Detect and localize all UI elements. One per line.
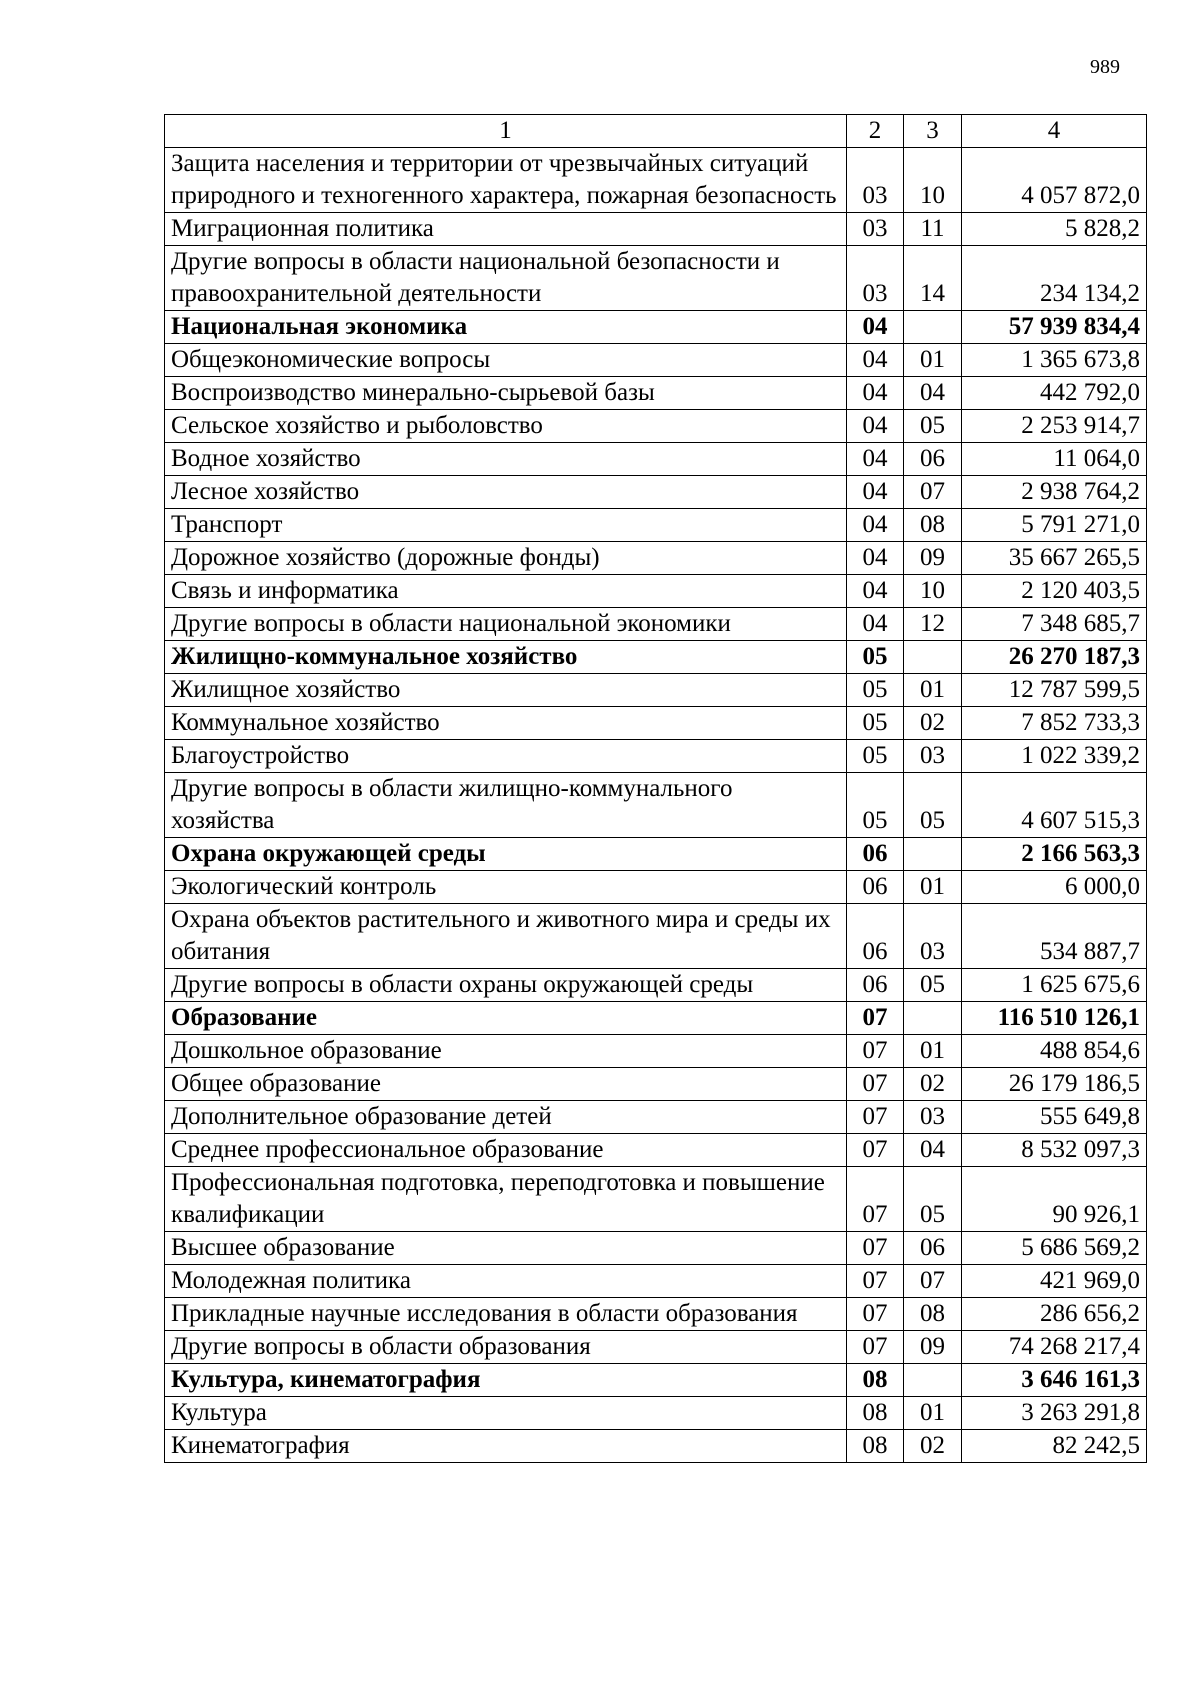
row-section-cell: 04	[847, 410, 904, 443]
row-subsection-cell: 08	[904, 509, 962, 542]
row-amount-cell: 82 242,5	[962, 1430, 1147, 1463]
header-col-1: 1	[165, 115, 847, 148]
table-row	[165, 838, 1147, 871]
row-amount-cell: 116 510 126,1	[962, 1002, 1147, 1035]
row-subsection-cell: 03	[904, 740, 962, 773]
row-section-cell: 07	[847, 1002, 904, 1035]
header-col-4: 4	[962, 115, 1147, 148]
row-amount-cell: 4 607 515,3	[962, 773, 1147, 838]
table-row	[165, 904, 1147, 969]
row-amount-cell: 7 348 685,7	[962, 608, 1147, 641]
table-row	[165, 509, 1147, 542]
row-subsection-cell: 06	[904, 443, 962, 476]
table-row	[165, 1331, 1147, 1364]
table-row	[165, 1298, 1147, 1331]
row-name-cell: Дошкольное образование	[165, 1035, 847, 1068]
row-amount-cell: 234 134,2	[962, 246, 1147, 311]
row-section-cell: 05	[847, 674, 904, 707]
row-amount-cell: 1 625 675,6	[962, 969, 1147, 1002]
table-row	[165, 1232, 1147, 1265]
table-row	[165, 1265, 1147, 1298]
row-name-cell: Другие вопросы в области жилищно-коммунального хозяйства	[165, 773, 847, 838]
row-amount-cell: 421 969,0	[962, 1265, 1147, 1298]
row-name-cell: Защита населения и территории от чрезвычайных ситуаций природного и техногенного характера, пожарная безопасность	[165, 148, 847, 213]
row-section-cell: 06	[847, 838, 904, 871]
row-subsection-cell	[904, 641, 962, 674]
row-name-cell: Коммунальное хозяйство	[165, 707, 847, 740]
row-amount-cell: 2 166 563,3	[962, 838, 1147, 871]
table-row	[165, 148, 1147, 213]
table-row	[165, 542, 1147, 575]
row-subsection-cell: 01	[904, 1397, 962, 1430]
table-row	[165, 1430, 1147, 1463]
row-subsection-cell: 01	[904, 871, 962, 904]
row-name-cell: Миграционная политика	[165, 213, 847, 246]
row-subsection-cell: 02	[904, 707, 962, 740]
table-row	[165, 1035, 1147, 1068]
table-row	[165, 871, 1147, 904]
row-amount-cell: 1 022 339,2	[962, 740, 1147, 773]
row-amount-cell: 11 064,0	[962, 443, 1147, 476]
row-amount-cell: 5 791 271,0	[962, 509, 1147, 542]
row-subsection-cell: 07	[904, 476, 962, 509]
row-amount-cell: 7 852 733,3	[962, 707, 1147, 740]
row-subsection-cell: 02	[904, 1430, 962, 1463]
row-section-cell: 03	[847, 213, 904, 246]
row-name-cell: Общеэкономические вопросы	[165, 344, 847, 377]
row-name-cell: Экологический контроль	[165, 871, 847, 904]
table-row	[165, 674, 1147, 707]
row-amount-cell: 555 649,8	[962, 1101, 1147, 1134]
row-section-cell: 06	[847, 904, 904, 969]
row-name-cell: Охрана объектов растительного и животного мира и среды их обитания	[165, 904, 847, 969]
row-amount-cell: 26 179 186,5	[962, 1068, 1147, 1101]
table-row	[165, 608, 1147, 641]
row-name-cell: Прикладные научные исследования в области образования	[165, 1298, 847, 1331]
row-amount-cell: 4 057 872,0	[962, 148, 1147, 213]
row-section-cell: 07	[847, 1331, 904, 1364]
table-row	[165, 377, 1147, 410]
row-subsection-cell: 10	[904, 575, 962, 608]
table-row	[165, 1397, 1147, 1430]
row-name-cell: Лесное хозяйство	[165, 476, 847, 509]
row-subsection-cell: 06	[904, 1232, 962, 1265]
row-section-cell: 06	[847, 871, 904, 904]
row-section-cell: 05	[847, 707, 904, 740]
table-row	[165, 1134, 1147, 1167]
row-amount-cell: 90 926,1	[962, 1167, 1147, 1232]
row-name-cell: Профессиональная подготовка, переподготовка и повышение квалификации	[165, 1167, 847, 1232]
row-section-cell: 07	[847, 1298, 904, 1331]
row-section-cell: 08	[847, 1397, 904, 1430]
row-name-cell: Другие вопросы в области национальной безопасности и правоохранительной деятельности	[165, 246, 847, 311]
row-amount-cell: 5 686 569,2	[962, 1232, 1147, 1265]
table-row	[165, 1068, 1147, 1101]
row-name-cell: Национальная экономика	[165, 311, 847, 344]
table-row	[165, 1364, 1147, 1397]
row-subsection-cell	[904, 1002, 962, 1035]
row-subsection-cell: 10	[904, 148, 962, 213]
table-row	[165, 1167, 1147, 1232]
row-section-cell: 04	[847, 377, 904, 410]
table-row	[165, 773, 1147, 838]
row-name-cell: Охрана окружающей среды	[165, 838, 847, 871]
row-amount-cell: 534 887,7	[962, 904, 1147, 969]
header-col-3: 3	[904, 115, 962, 148]
row-name-cell: Высшее образование	[165, 1232, 847, 1265]
row-subsection-cell	[904, 838, 962, 871]
table-row	[165, 1002, 1147, 1035]
row-section-cell: 07	[847, 1035, 904, 1068]
row-section-cell: 08	[847, 1430, 904, 1463]
row-subsection-cell: 03	[904, 904, 962, 969]
row-amount-cell: 5 828,2	[962, 213, 1147, 246]
row-section-cell: 07	[847, 1167, 904, 1232]
row-section-cell: 07	[847, 1232, 904, 1265]
page-number: 989	[1090, 56, 1120, 78]
row-name-cell: Дополнительное образование детей	[165, 1101, 847, 1134]
row-subsection-cell: 05	[904, 410, 962, 443]
row-amount-cell: 2 938 764,2	[962, 476, 1147, 509]
row-subsection-cell: 05	[904, 1167, 962, 1232]
row-name-cell: Водное хозяйство	[165, 443, 847, 476]
row-section-cell: 04	[847, 443, 904, 476]
table-row	[165, 476, 1147, 509]
row-name-cell: Воспроизводство минерально-сырьевой базы	[165, 377, 847, 410]
row-amount-cell: 2 120 403,5	[962, 575, 1147, 608]
row-name-cell: Культура, кинематография	[165, 1364, 847, 1397]
table-row	[165, 969, 1147, 1002]
row-subsection-cell	[904, 1364, 962, 1397]
row-name-cell: Другие вопросы в области национальной экономики	[165, 608, 847, 641]
row-amount-cell: 12 787 599,5	[962, 674, 1147, 707]
header-col-2: 2	[847, 115, 904, 148]
row-section-cell: 07	[847, 1265, 904, 1298]
row-name-cell: Жилищное хозяйство	[165, 674, 847, 707]
row-section-cell: 05	[847, 773, 904, 838]
table-row	[165, 443, 1147, 476]
budget-table	[164, 114, 1147, 1463]
row-section-cell: 07	[847, 1101, 904, 1134]
row-subsection-cell: 12	[904, 608, 962, 641]
row-amount-cell: 2 253 914,7	[962, 410, 1147, 443]
row-name-cell: Сельское хозяйство и рыболовство	[165, 410, 847, 443]
row-name-cell: Молодежная политика	[165, 1265, 847, 1298]
row-amount-cell: 3 646 161,3	[962, 1364, 1147, 1397]
table-row	[165, 575, 1147, 608]
row-name-cell: Другие вопросы в области образования	[165, 1331, 847, 1364]
row-subsection-cell: 01	[904, 344, 962, 377]
table-row	[165, 246, 1147, 311]
row-subsection-cell: 05	[904, 773, 962, 838]
row-name-cell: Другие вопросы в области охраны окружающей среды	[165, 969, 847, 1002]
row-subsection-cell: 01	[904, 1035, 962, 1068]
row-name-cell: Среднее профессиональное образование	[165, 1134, 847, 1167]
row-name-cell: Связь и информатика	[165, 575, 847, 608]
row-subsection-cell: 09	[904, 542, 962, 575]
table-row	[165, 1101, 1147, 1134]
row-name-cell: Транспорт	[165, 509, 847, 542]
row-amount-cell: 8 532 097,3	[962, 1134, 1147, 1167]
row-amount-cell: 1 365 673,8	[962, 344, 1147, 377]
row-subsection-cell: 01	[904, 674, 962, 707]
row-section-cell: 04	[847, 311, 904, 344]
row-section-cell: 03	[847, 148, 904, 213]
row-section-cell: 05	[847, 641, 904, 674]
row-subsection-cell: 04	[904, 1134, 962, 1167]
table-row	[165, 641, 1147, 674]
row-name-cell: Благоустройство	[165, 740, 847, 773]
row-subsection-cell: 11	[904, 213, 962, 246]
table-row	[165, 410, 1147, 443]
row-section-cell: 07	[847, 1068, 904, 1101]
row-subsection-cell: 04	[904, 377, 962, 410]
row-name-cell: Кинематография	[165, 1430, 847, 1463]
row-section-cell: 04	[847, 575, 904, 608]
row-amount-cell: 488 854,6	[962, 1035, 1147, 1068]
row-section-cell: 04	[847, 476, 904, 509]
row-amount-cell: 286 656,2	[962, 1298, 1147, 1331]
row-amount-cell: 35 667 265,5	[962, 542, 1147, 575]
row-amount-cell: 6 000,0	[962, 871, 1147, 904]
table-row	[165, 344, 1147, 377]
row-amount-cell: 74 268 217,4	[962, 1331, 1147, 1364]
table-row	[165, 311, 1147, 344]
table-row	[165, 213, 1147, 246]
row-section-cell: 04	[847, 344, 904, 377]
table-body	[165, 148, 1147, 1463]
header-row	[165, 115, 1147, 148]
row-section-cell: 04	[847, 509, 904, 542]
table-row	[165, 707, 1147, 740]
row-name-cell: Общее образование	[165, 1068, 847, 1101]
row-amount-cell: 3 263 291,8	[962, 1397, 1147, 1430]
row-subsection-cell: 07	[904, 1265, 962, 1298]
row-subsection-cell: 03	[904, 1101, 962, 1134]
row-name-cell: Образование	[165, 1002, 847, 1035]
row-subsection-cell	[904, 311, 962, 344]
row-section-cell: 06	[847, 969, 904, 1002]
row-subsection-cell: 02	[904, 1068, 962, 1101]
row-section-cell: 07	[847, 1134, 904, 1167]
row-name-cell: Культура	[165, 1397, 847, 1430]
row-amount-cell: 26 270 187,3	[962, 641, 1147, 674]
row-section-cell: 08	[847, 1364, 904, 1397]
row-amount-cell: 57 939 834,4	[962, 311, 1147, 344]
row-subsection-cell: 08	[904, 1298, 962, 1331]
row-name-cell: Жилищно-коммунальное хозяйство	[165, 641, 847, 674]
row-subsection-cell: 09	[904, 1331, 962, 1364]
row-subsection-cell: 14	[904, 246, 962, 311]
row-amount-cell: 442 792,0	[962, 377, 1147, 410]
row-name-cell: Дорожное хозяйство (дорожные фонды)	[165, 542, 847, 575]
table-row	[165, 740, 1147, 773]
row-section-cell: 05	[847, 740, 904, 773]
row-subsection-cell: 05	[904, 969, 962, 1002]
table-header	[165, 115, 1147, 148]
row-section-cell: 04	[847, 542, 904, 575]
row-section-cell: 03	[847, 246, 904, 311]
row-section-cell: 04	[847, 608, 904, 641]
